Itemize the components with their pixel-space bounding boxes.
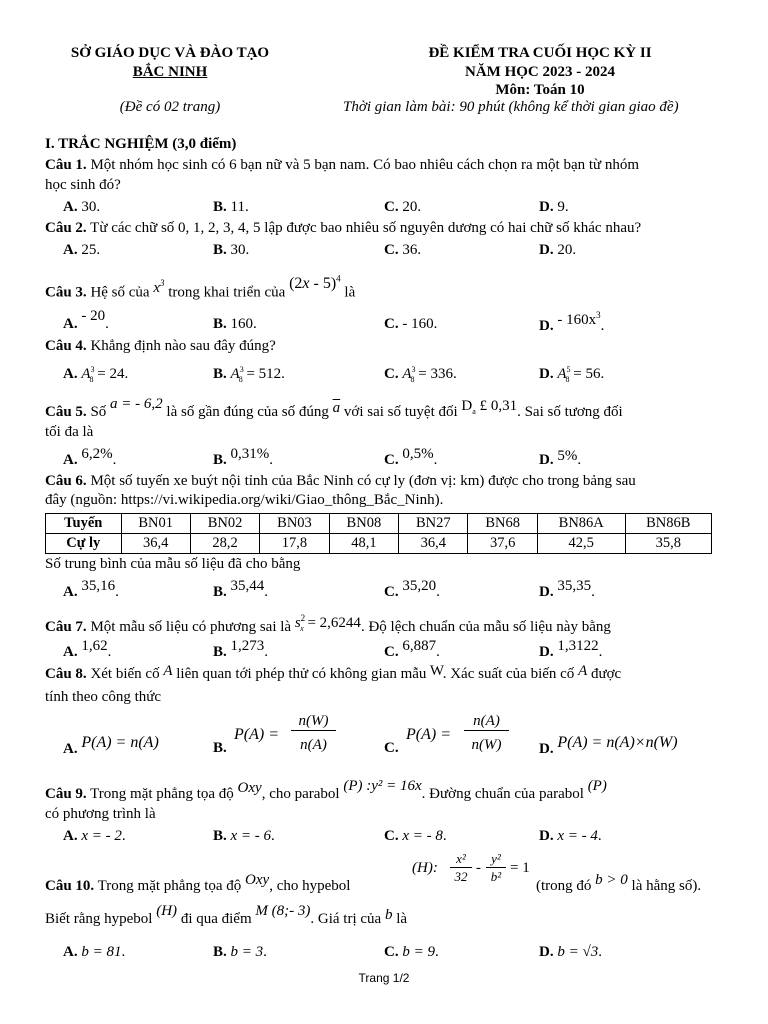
school-year: NĂM HỌC 2023 - 2024: [465, 64, 615, 80]
q2-option-b[interactable]: B. 30.: [213, 242, 250, 258]
q8-option-c-formula: P(A) =: [406, 726, 451, 743]
table-cell: BN86B: [625, 514, 711, 534]
q5-option-d[interactable]: D. 5%.: [539, 448, 582, 468]
pages-note: (Đề có 02 trang): [119, 99, 221, 115]
table-cell: BN01: [121, 514, 190, 534]
question-9-cont: có phương trình là: [45, 806, 156, 822]
table-cell: 28,2: [190, 534, 259, 554]
q6-option-a[interactable]: A. 35,16.: [63, 578, 119, 600]
exam-title: ĐỀ KIỂM TRA CUỐI HỌC KỲ II: [428, 45, 652, 61]
hyperbola-frac2-num: y²: [486, 852, 506, 868]
q8-option-b-formula: P(A) =: [234, 726, 279, 743]
q8-option-c[interactable]: C.: [384, 740, 399, 756]
subject: Môn: Toán 10: [495, 82, 585, 98]
hyperbola-frac2-den: b²: [490, 869, 502, 884]
question-9: Câu 9. Trong mặt phẳng tọa độ Oxy, cho parabol (P) :y² = 16x. Đường chuẩn của parabol (P): [45, 778, 607, 802]
q8-option-a[interactable]: A. P(A) = n(A): [63, 734, 159, 757]
q1-option-a[interactable]: A. 30.: [63, 199, 101, 215]
hyperbola-lhs: (H):: [412, 860, 438, 876]
question-7: Câu 7. Một mẫu số liệu có phương sai là $s^2_x = 2,6244$. Độ lệch chuẩn của mẫu số liệu này bằng: [45, 613, 611, 635]
q7-option-c[interactable]: C. 6,887.: [384, 638, 440, 660]
q6-option-c[interactable]: C. 35,20.: [384, 578, 440, 600]
dept-name-line1: SỞ GIÁO DỤC VÀ ĐÀO TẠO: [70, 45, 270, 61]
q8-option-c-denominator: n(W): [471, 737, 502, 753]
table-cell: BN08: [329, 514, 398, 534]
q9-option-a[interactable]: A. x = - 2.: [63, 828, 126, 844]
hyperbola-frac1-num: x²: [450, 852, 472, 868]
table-cell: BN68: [468, 514, 537, 534]
q4-option-b[interactable]: B. $A^3_8 = 512$.: [213, 365, 285, 384]
question-6: Câu 6. Một số tuyến xe buýt nội tỉnh của Bắc Ninh có cự ly (đơn vị: km) được cho trong bảng sau: [45, 473, 636, 489]
section-title: I. TRẮC NGHIỆM (3,0 điểm): [45, 136, 237, 152]
q8-option-c-numerator: n(A): [464, 713, 509, 731]
table-cell: 36,4: [121, 534, 190, 554]
q2-option-d[interactable]: D. 20.: [539, 242, 577, 258]
question-5: Câu 5. Số a = - 6,2 là số gần đúng của số đúng $\overline{a}$ với sai số tuyệt đối $D_a$ £ 0,31. Sai số tương đối: [45, 396, 623, 420]
question-3: Câu 3. Hệ số của $x^3$ trong khai triển của (2x - 5)$^4$ là: [45, 274, 356, 301]
table-row: [46, 534, 712, 554]
question-5-cont: tối đa là: [45, 424, 94, 440]
q4-option-a[interactable]: A. $A^3_8 = 24$.: [63, 365, 129, 384]
hyperbola-frac1-den: 32: [454, 869, 468, 884]
q5-option-a[interactable]: A. 6,2%.: [63, 446, 117, 468]
table-cell: 35,8: [625, 534, 711, 554]
table-row: [46, 514, 712, 534]
question-1: Câu 1. Một nhóm học sinh có 6 bạn nữ và 5 bạn nam. Có bao nhiêu cách chọn ra một bạn từ nhóm: [45, 157, 640, 173]
q4-option-d[interactable]: D. $A^5_8 = 56$.: [539, 365, 605, 384]
q4-option-c[interactable]: C. $A^3_8 = 336$.: [384, 365, 457, 384]
question-8-cont: tính theo công thức: [45, 689, 162, 705]
hyperbola-rhs: = 1: [510, 860, 530, 876]
table-cell: 48,1: [329, 534, 398, 554]
q7-option-b[interactable]: B. 1,273.: [213, 638, 269, 660]
q5-option-b[interactable]: B. 0,31%.: [213, 446, 274, 468]
table-cell: BN27: [399, 514, 468, 534]
q1-option-d[interactable]: D. 9.: [539, 199, 569, 215]
q8-option-b-denominator: n(A): [300, 737, 327, 753]
q10-option-d[interactable]: D. b = √3.: [539, 944, 602, 960]
question-1-cont: học sinh đó?: [45, 177, 121, 193]
dept-name-line2: BẮC NINH: [132, 64, 208, 80]
q9-option-d[interactable]: D. x = - 4.: [539, 828, 602, 844]
q10-option-b[interactable]: B. b = 3.: [213, 944, 267, 960]
q3-option-c[interactable]: C. - 160.: [384, 316, 438, 332]
table-cell: 42,5: [537, 534, 625, 554]
q8-option-b-numerator: n(W): [291, 713, 336, 731]
question-8: Câu 8. Xét biến cố A liên quan tới phép thử có không gian mẫu W. Xác suất của biến cố A được: [45, 663, 622, 682]
q1-option-b[interactable]: B. 11.: [213, 199, 249, 215]
q2-option-a[interactable]: A. 25.: [63, 242, 101, 258]
q3-option-a[interactable]: A. - 20.: [63, 308, 109, 332]
q8-option-b[interactable]: B.: [213, 740, 227, 756]
table-header-distance: Cự ly: [46, 534, 122, 554]
q6-option-d[interactable]: D. 35,35.: [539, 578, 595, 600]
route-table: [45, 513, 712, 554]
q3-option-b[interactable]: B. 160.: [213, 316, 257, 332]
hyperbola-minus: -: [476, 860, 481, 876]
question-10-line1: Câu 10. Trong mặt phẳng tọa độ Oxy, cho hypebol: [45, 872, 351, 894]
table-cell: 17,8: [260, 534, 329, 554]
q9-option-c[interactable]: C. x = - 8.: [384, 828, 447, 844]
q2-option-c[interactable]: C. 36.: [384, 242, 422, 258]
q5-option-c[interactable]: C. 0,5%.: [384, 446, 438, 468]
q7-option-d[interactable]: D. 1,3122.: [539, 638, 603, 660]
q6-option-b[interactable]: B. 35,44.: [213, 578, 269, 600]
question-6-prompt: Số trung bình của mẫu số liệu đã cho bằng: [45, 556, 301, 572]
q1-option-c[interactable]: C. 20.: [384, 199, 422, 215]
q8-option-d[interactable]: D. P(A) = n(A)×n(W): [539, 734, 678, 757]
table-cell: BN02: [190, 514, 259, 534]
q10-option-c[interactable]: C. b = 9.: [384, 944, 439, 960]
question-10-line1-end: (trong đó b > 0 là hằng số).: [536, 872, 702, 894]
question-6-cont: đây (nguồn: https://vi.wikipedia.org/wiki/Giao_thông_Bắc_Ninh).: [45, 492, 444, 508]
question-10-line2: Biết rằng hypebol (H) đi qua điểm M (8;- 3). Giá trị của b là: [45, 903, 408, 927]
question-2: Câu 2. Từ các chữ số 0, 1, 2, 3, 4, 5 lập được bao nhiêu số nguyên dương có hai chữ số khác nhau?: [45, 220, 642, 236]
table-cell: 36,4: [399, 534, 468, 554]
q3-option-d[interactable]: D. - $160x^3$.: [539, 310, 605, 334]
time-note: Thời gian làm bài: 90 phút (không kể thời gian giao đề): [343, 99, 679, 115]
page-number: Trang 1/2: [358, 971, 410, 985]
table-cell: BN03: [260, 514, 329, 534]
table-cell: BN86A: [537, 514, 625, 534]
table-cell: 37,6: [468, 534, 537, 554]
q9-option-b[interactable]: B. x = - 6.: [213, 828, 275, 844]
question-4: Câu 4. Khẳng định nào sau đây đúng?: [45, 338, 276, 354]
q10-option-a[interactable]: A. b = 81.: [63, 944, 126, 960]
q7-option-a[interactable]: A. 1,62.: [63, 638, 112, 660]
table-header-route: Tuyến: [46, 514, 122, 534]
